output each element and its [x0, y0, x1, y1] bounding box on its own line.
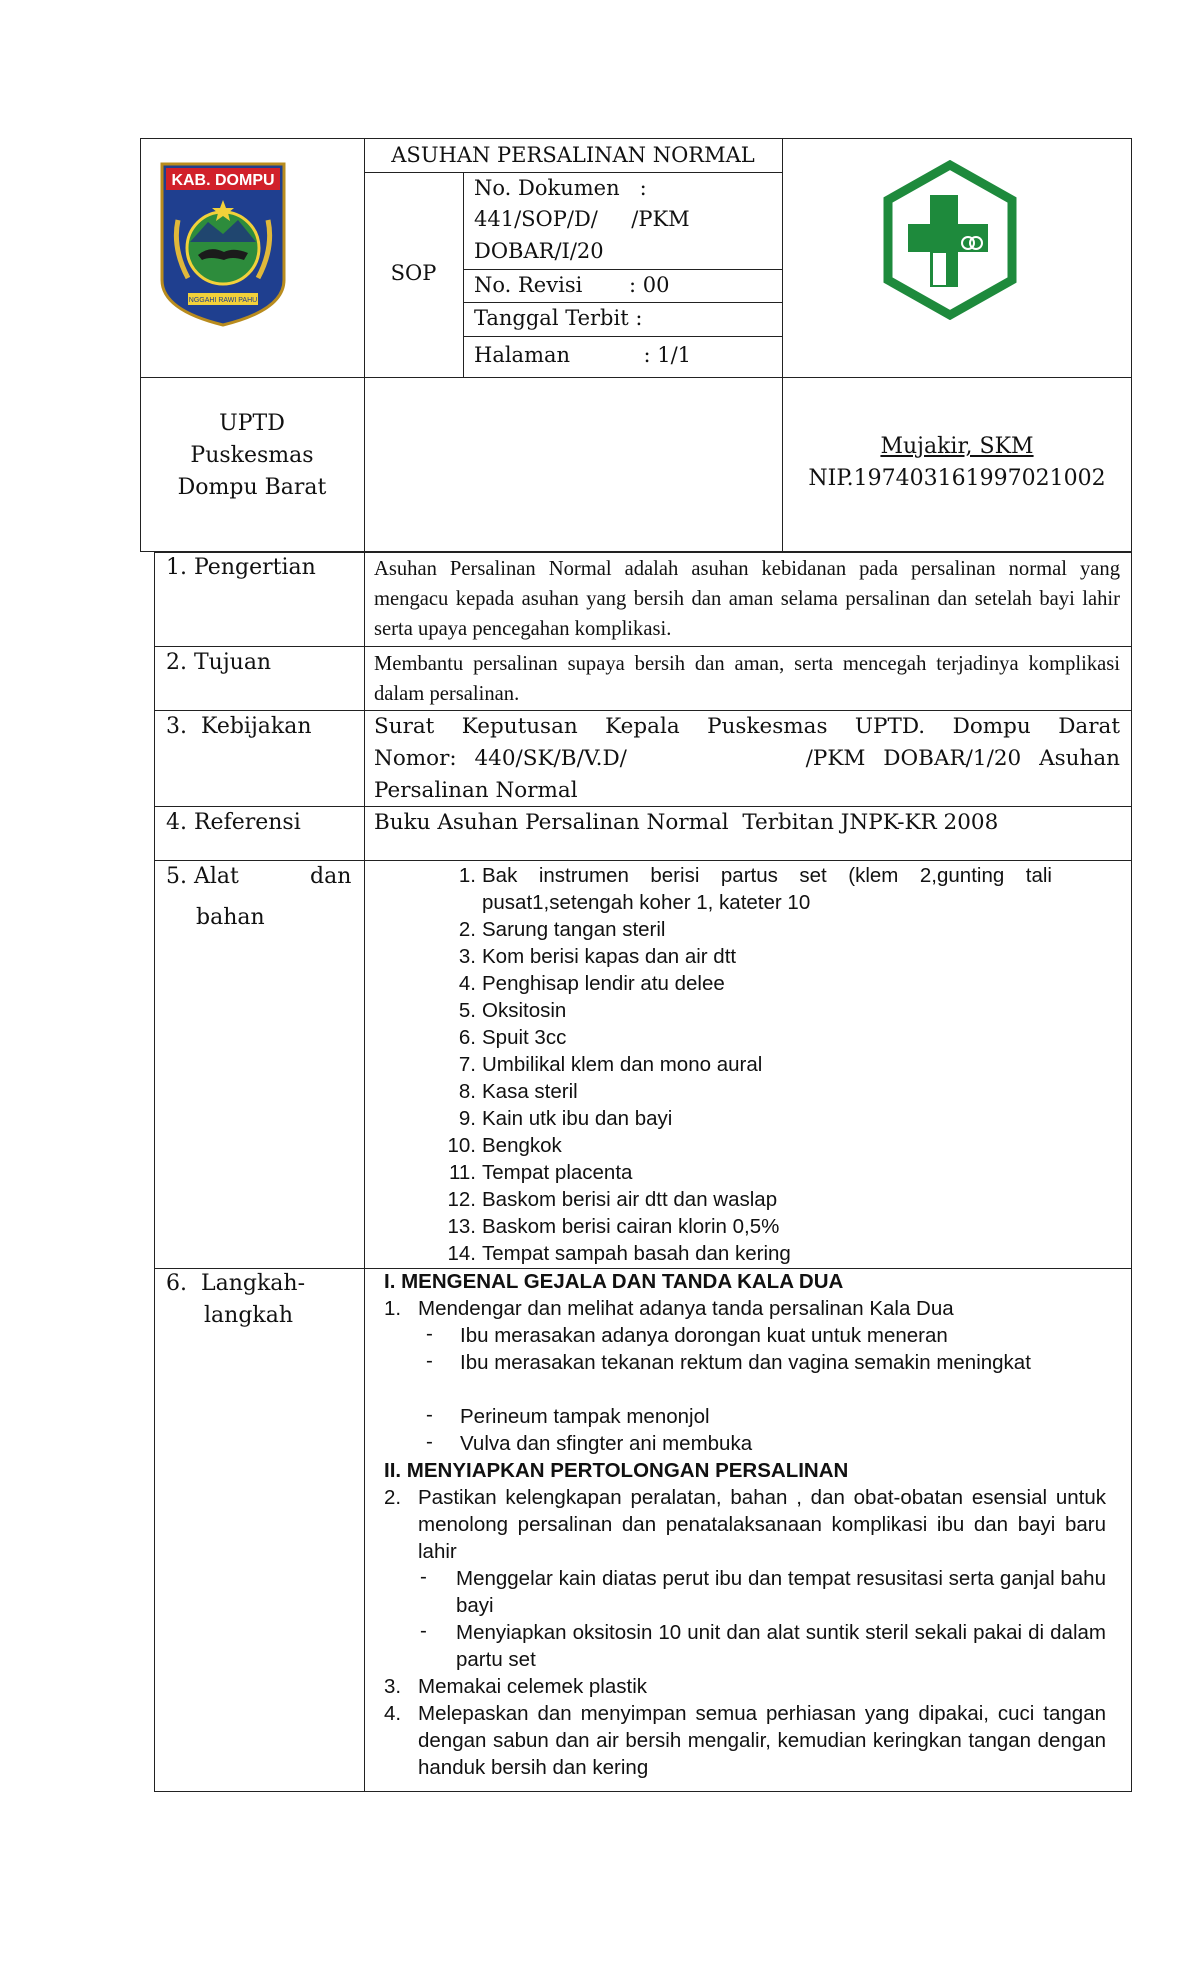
- step-1-sub-4: Vulva dan sfingter ani membuka: [460, 1432, 753, 1455]
- alat-item-number: 3.: [458, 945, 476, 968]
- langkah-label-a: 6. Langkah-: [166, 1271, 306, 1296]
- pengertian-label: 1. Pengertian: [166, 555, 316, 580]
- alat-item-number: 1.: [458, 864, 476, 887]
- page-number: Halaman : 1/1: [474, 343, 692, 367]
- kebijakan-line-2: Nomor: 440/SK/B/V.D/ /PKM DOBAR/1/20 Asuhan: [374, 746, 1120, 771]
- alat-item: Kom berisi kapas dan air dtt: [482, 945, 737, 968]
- alat-item: Baskom berisi air dtt dan waslap: [482, 1188, 778, 1211]
- heading-menyiapkan-pertolongan: II. MENYIAPKAN PERTOLONGAN PERSALINAN: [384, 1459, 849, 1482]
- heading-mengenal-gejala: I. MENGENAL GEJALA DAN TANDA KALA DUA: [384, 1270, 844, 1293]
- doc-number-line2: DOBAR/I/20: [474, 239, 604, 263]
- tujuan-label: 2. Tujuan: [166, 650, 272, 675]
- alat-item-number: 9.: [458, 1107, 476, 1130]
- alat-item: Tempat placenta: [482, 1161, 633, 1184]
- puskesmas-logo: [880, 160, 1020, 320]
- alat-item-number: 12.: [447, 1188, 476, 1211]
- doc-number-line1: 441/SOP/D/ /PKM: [474, 207, 690, 231]
- alat-item-number: 11.: [449, 1161, 476, 1184]
- alat-item-number: 14.: [447, 1242, 476, 1265]
- tujuan-text: Membantu persalinan supaya bersih dan aman, serta mencegah terjadinya komplikasi dalam persalinan.: [374, 653, 1120, 705]
- step-2-sub-2: Menyiapkan oksitosin 10 unit dan alat suntik steril sekali pakai di dalam partu set: [456, 1621, 1106, 1671]
- alat-item: Umbilikal klem dan mono aural: [482, 1053, 763, 1076]
- alat-label-a: 5. Alat: [166, 864, 239, 889]
- alat-item: Kain utk ibu dan bayi: [482, 1107, 673, 1130]
- sop-label: SOP: [390, 261, 437, 285]
- alat-item: Tempat sampah basah dan kering: [482, 1242, 791, 1265]
- referensi-text: Buku Asuhan Persalinan Normal Terbitan JNPK-KR 2008: [374, 810, 999, 835]
- revision-number: No. Revisi : 00: [474, 273, 670, 297]
- alat-item-number: 8.: [458, 1080, 476, 1103]
- alat-item-number: 13.: [447, 1215, 476, 1238]
- alat-item-number: 6.: [458, 1026, 476, 1049]
- logo-kab-dompu-text: KAB. DOMPU: [171, 172, 275, 189]
- langkah-label-b: langkah: [204, 1303, 294, 1328]
- kebijakan-line-1: Surat Keputusan Kepala Puskesmas UPTD. Dompu Darat: [374, 714, 1120, 739]
- alat-item-number: 5.: [458, 999, 476, 1022]
- kebijakan-line-3: Persalinan Normal: [374, 778, 578, 803]
- org-line-2: Puskesmas: [190, 443, 314, 468]
- kebijakan-label: 3. Kebijakan: [166, 714, 312, 739]
- referensi-label: 4. Referensi: [166, 810, 301, 835]
- kab-dompu-logo: [158, 160, 288, 330]
- step-2-text: Pastikan kelengkapan peralatan, bahan , dan obat-obatan esensial untuk menolong persalinan dan penatalaksanaan komplikasi ibu dan bayi baru lahir: [418, 1486, 1106, 1563]
- alat-item-number: 10.: [447, 1134, 476, 1157]
- step-3-text: Memakai celemek plastik: [418, 1675, 647, 1698]
- step-1-sub-3: Perineum tampak menonjol: [460, 1405, 710, 1428]
- org-line-1: UPTD: [219, 411, 285, 436]
- step-2-sub-1: Menggelar kain diatas perut ibu dan tempat resusitasi serta ganjal bahu bayi: [456, 1567, 1106, 1617]
- step-1-sub-1: Ibu merasakan adanya dorongan kuat untuk meneran: [460, 1324, 948, 1347]
- alat-item-number: 2.: [458, 918, 476, 941]
- logo-motto-text: NGGAHI RAWI PAHU: [188, 297, 258, 304]
- alat-label-b: dan: [310, 864, 352, 889]
- signer-nip: NIP.197403161997021002: [808, 466, 1106, 491]
- alat-item: Penghisap lendir atu delee: [482, 972, 725, 995]
- step-4-number: 4.: [384, 1702, 402, 1725]
- alat-item-number: 4.: [458, 972, 476, 995]
- alat-item: Bak instrumen berisi partus set (klem 2,gunting tali pusat1,setengah koher 1, kateter 10: [482, 864, 1052, 914]
- alat-item-number: 7.: [458, 1053, 476, 1076]
- org-name: [140, 408, 364, 504]
- step-1-text: Mendengar dan melihat adanya tanda persalinan Kala Dua: [418, 1297, 954, 1320]
- org-line-3: Dompu Barat: [177, 475, 327, 500]
- alat-item: Spuit 3cc: [482, 1026, 567, 1049]
- document-title: ASUHAN PERSALINAN NORMAL: [391, 143, 755, 167]
- doc-number-label: No. Dokumen :: [474, 176, 647, 200]
- publish-date: Tanggal Terbit :: [474, 306, 643, 330]
- alat-item: Kasa steril: [482, 1080, 578, 1103]
- step-1-number: 1.: [384, 1297, 402, 1320]
- alat-label-c: bahan: [196, 905, 265, 930]
- pengertian-text: Asuhan Persalinan Normal adalah asuhan kebidanan pada persalinan normal yang mengacu kepada asuhan yang bersih dan aman selama persalinan dan setelah bayi lahir serta upaya pencegahan komplikasi.: [374, 558, 1120, 640]
- step-4-text: Melepaskan dan menyimpan semua perhiasan yang dipakai, cuci tangan dengan sabun dan air bersih mengalir, kemudian keringkan tangan dengan handuk bersih dan kering: [418, 1702, 1106, 1779]
- alat-item: Oksitosin: [482, 999, 567, 1022]
- alat-item: Baskom berisi cairan klorin 0,5%: [482, 1215, 780, 1238]
- alat-item: Bengkok: [482, 1134, 562, 1157]
- signer-name: Mujakir, SKM: [880, 434, 1034, 459]
- step-1-sub-2: Ibu merasakan tekanan rektum dan vagina semakin meningkat: [460, 1351, 1031, 1374]
- step-3-number: 3.: [384, 1675, 402, 1698]
- alat-item: Sarung tangan steril: [482, 918, 666, 941]
- step-2-number: 2.: [384, 1486, 402, 1509]
